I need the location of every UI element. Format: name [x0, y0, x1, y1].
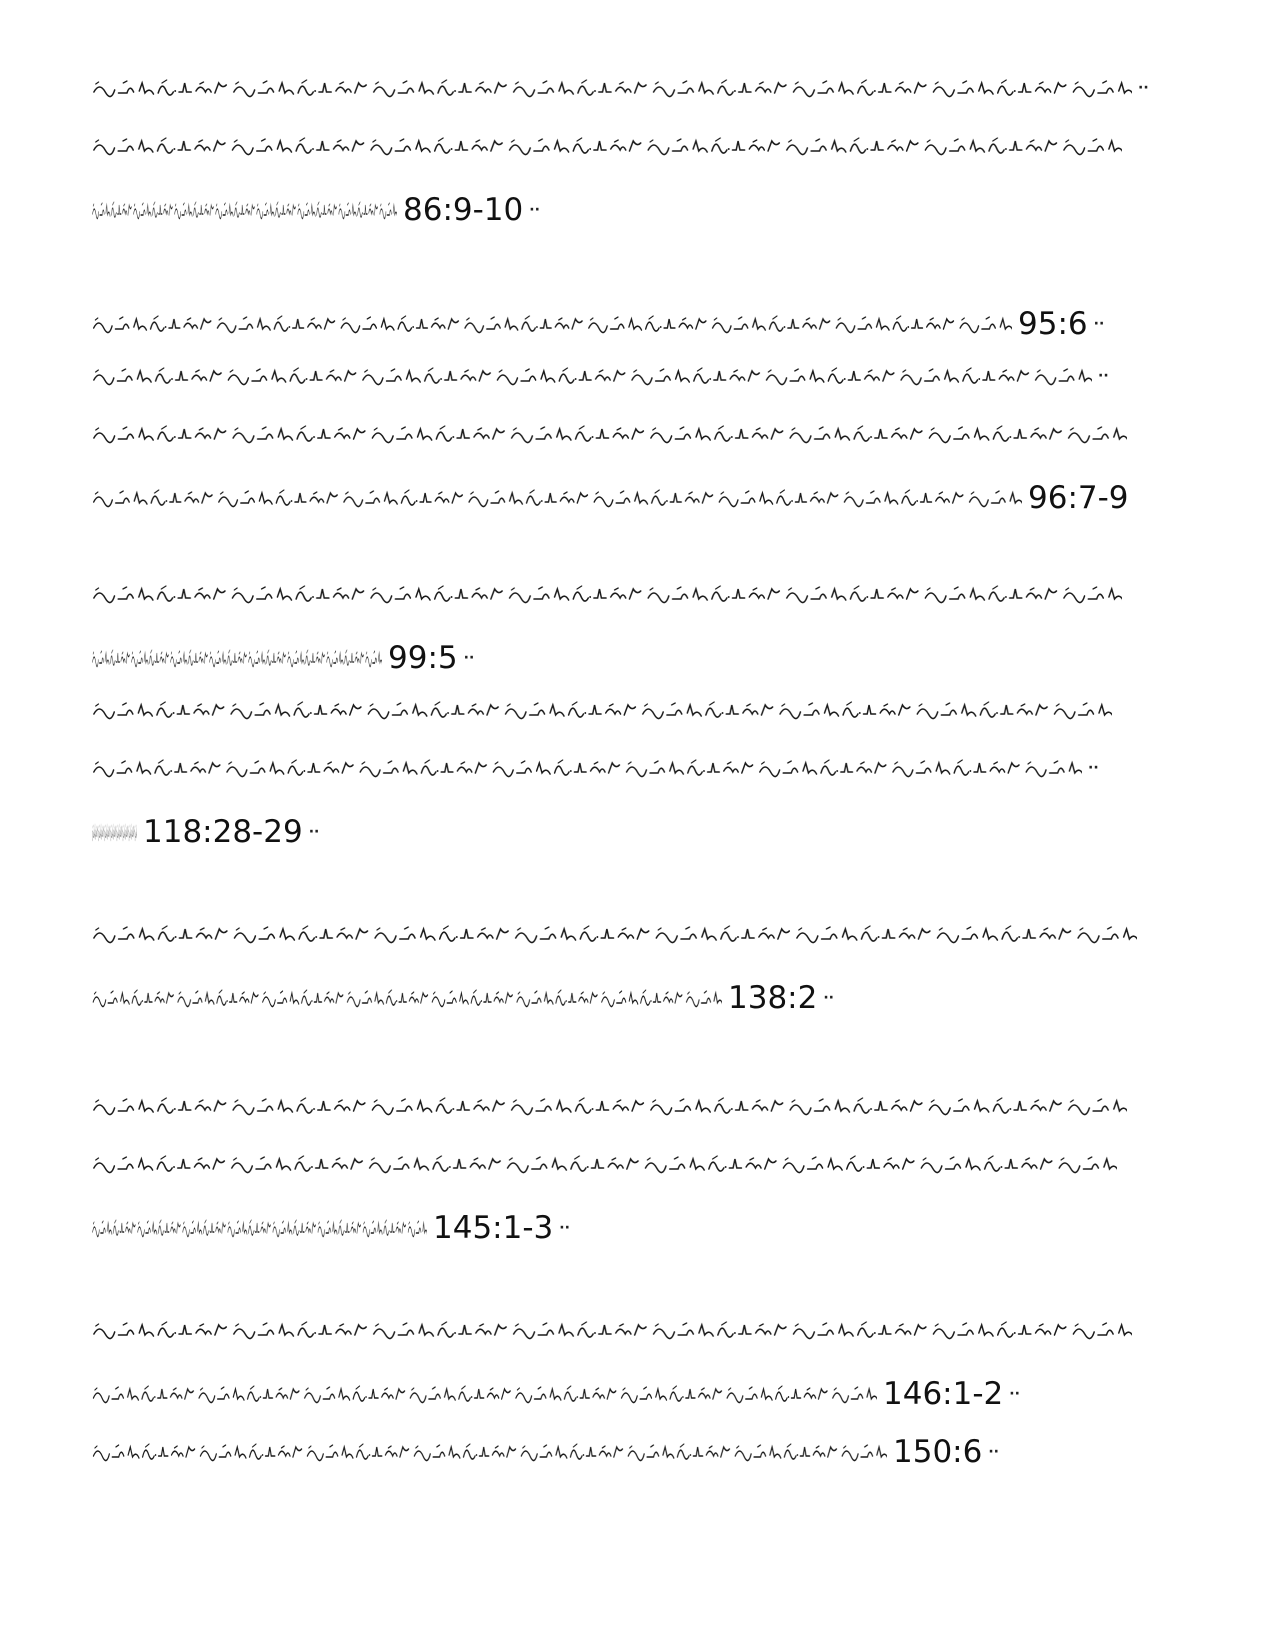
script-text [92, 922, 1137, 946]
verse-reference: 95:6 [1018, 306, 1088, 342]
script-text [92, 198, 397, 222]
text-line [92, 422, 1192, 480]
text-line [92, 192, 1192, 250]
separator-mark: ·· [1093, 316, 1105, 332]
script-text [92, 422, 1127, 446]
separator-mark: ·· [823, 990, 834, 1006]
passage-3 [92, 582, 1192, 872]
text-line [92, 640, 1192, 698]
verse-reference: 146:1-2 [883, 1376, 1004, 1412]
verse-reference: 150:6 [893, 1434, 983, 1470]
script-text [92, 756, 1082, 780]
passage-5 [92, 1094, 1192, 1268]
text-line [92, 364, 1192, 422]
separator-mark: ·· [463, 650, 475, 666]
separator-mark: ·· [988, 1444, 999, 1460]
script-text [92, 698, 1112, 722]
script-text [92, 1094, 1127, 1118]
script-text [92, 312, 1012, 336]
text-line [92, 922, 1192, 980]
text-line [92, 306, 1192, 364]
text-line [92, 582, 1192, 640]
script-text [92, 820, 137, 844]
text-line [92, 756, 1192, 814]
verse-reference: 138:2 [728, 980, 818, 1016]
verse-reference: 118:28-29 [143, 814, 303, 850]
text-line [92, 134, 1192, 192]
separator-mark: ·· [559, 1220, 570, 1236]
text-line [92, 698, 1192, 756]
script-text [92, 1440, 887, 1464]
script-text [92, 1318, 1132, 1342]
text-line [92, 1434, 1192, 1492]
text-line [92, 1318, 1192, 1376]
script-text [92, 1382, 877, 1406]
text-line [92, 480, 1192, 538]
text-line [92, 814, 1192, 872]
text-line [92, 980, 1192, 1038]
text-line [92, 1094, 1192, 1152]
separator-mark: ·· [308, 824, 320, 840]
passage-1 [92, 76, 1192, 250]
verse-reference: 86:9-10 [403, 192, 524, 228]
script-text [92, 364, 1092, 388]
script-text [92, 986, 722, 1010]
script-text [92, 646, 382, 670]
separator-mark: ·· [1088, 760, 1099, 776]
passage-4 [92, 922, 1192, 1038]
text-line [92, 1376, 1192, 1434]
script-text [92, 486, 1022, 510]
script-text [92, 582, 1122, 606]
verse-reference: 99:5 [388, 640, 458, 676]
script-text [92, 1216, 427, 1240]
text-line [92, 1210, 1192, 1268]
separator-mark: ·· [1138, 80, 1149, 96]
separator-mark: ·· [1098, 368, 1109, 384]
text-line [92, 76, 1192, 134]
script-text [92, 134, 1122, 158]
script-text [92, 76, 1132, 100]
passage-6 [92, 1318, 1192, 1492]
passage-2 [92, 306, 1192, 538]
verse-reference: 145:1-3 [433, 1210, 554, 1246]
text-line [92, 1152, 1192, 1210]
separator-mark: ·· [529, 202, 540, 218]
script-text [92, 1152, 1117, 1176]
verse-reference: 96:7-9 [1028, 480, 1129, 516]
separator-mark: ·· [1009, 1386, 1020, 1402]
